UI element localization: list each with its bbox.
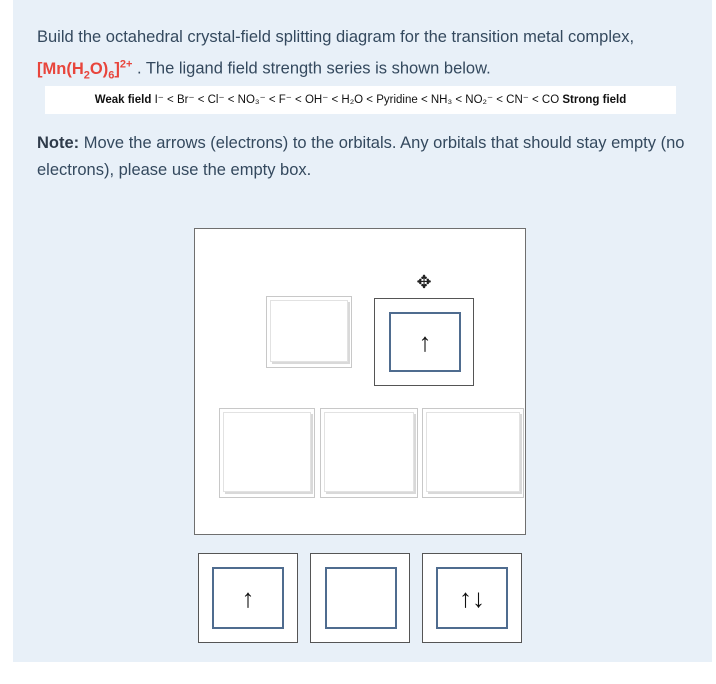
question-intro: Build the octahedral crystal-field splitting diagram for the transition metal complex,: [37, 28, 635, 46]
series-text: I⁻ < Br⁻ < Cl⁻ < NO₃⁻ < F⁻ < OH⁻ < H₂O < Pyridine < NH₃ < NO₂⁻ < CN⁻ < CO: [151, 94, 563, 106]
choice-single-up-arrow[interactable]: [198, 553, 298, 643]
strong-field-label: Strong field: [562, 94, 627, 106]
eg-orbital-slot-2[interactable]: [374, 298, 474, 386]
up-arrow-icon[interactable]: ↑: [212, 567, 284, 629]
t2g-orbital-slot-3[interactable]: [422, 408, 524, 498]
complex-formula: $[Mn(H_2O)_6]^{2+}$: [37, 58, 133, 81]
note-body: Move the arrows (electrons) to the orbitals. Any orbitals that should stay empty (no electrons), please use the empty box.: [37, 134, 685, 179]
note-text: [37, 130, 697, 184]
move-icon[interactable]: ✥: [416, 272, 432, 292]
choice-paired-arrows[interactable]: [422, 553, 522, 643]
ligand-field-series: [45, 86, 676, 114]
up-down-arrows-icon[interactable]: ↑↓: [436, 567, 508, 629]
t2g-orbital-slot-1[interactable]: [219, 408, 315, 498]
t2g-orbital-slot-2[interactable]: [320, 408, 418, 498]
question-outro: . The ligand field strength series is shown below.: [132, 59, 491, 78]
empty-box[interactable]: [325, 567, 397, 629]
choice-empty-box[interactable]: [310, 553, 410, 643]
eg-orbital-slot-1[interactable]: [266, 296, 352, 368]
question-text: [37, 24, 697, 89]
weak-field-label: Weak field: [94, 94, 152, 106]
note-label: Note:: [37, 134, 80, 152]
up-arrow-icon[interactable]: ↑: [389, 312, 461, 372]
